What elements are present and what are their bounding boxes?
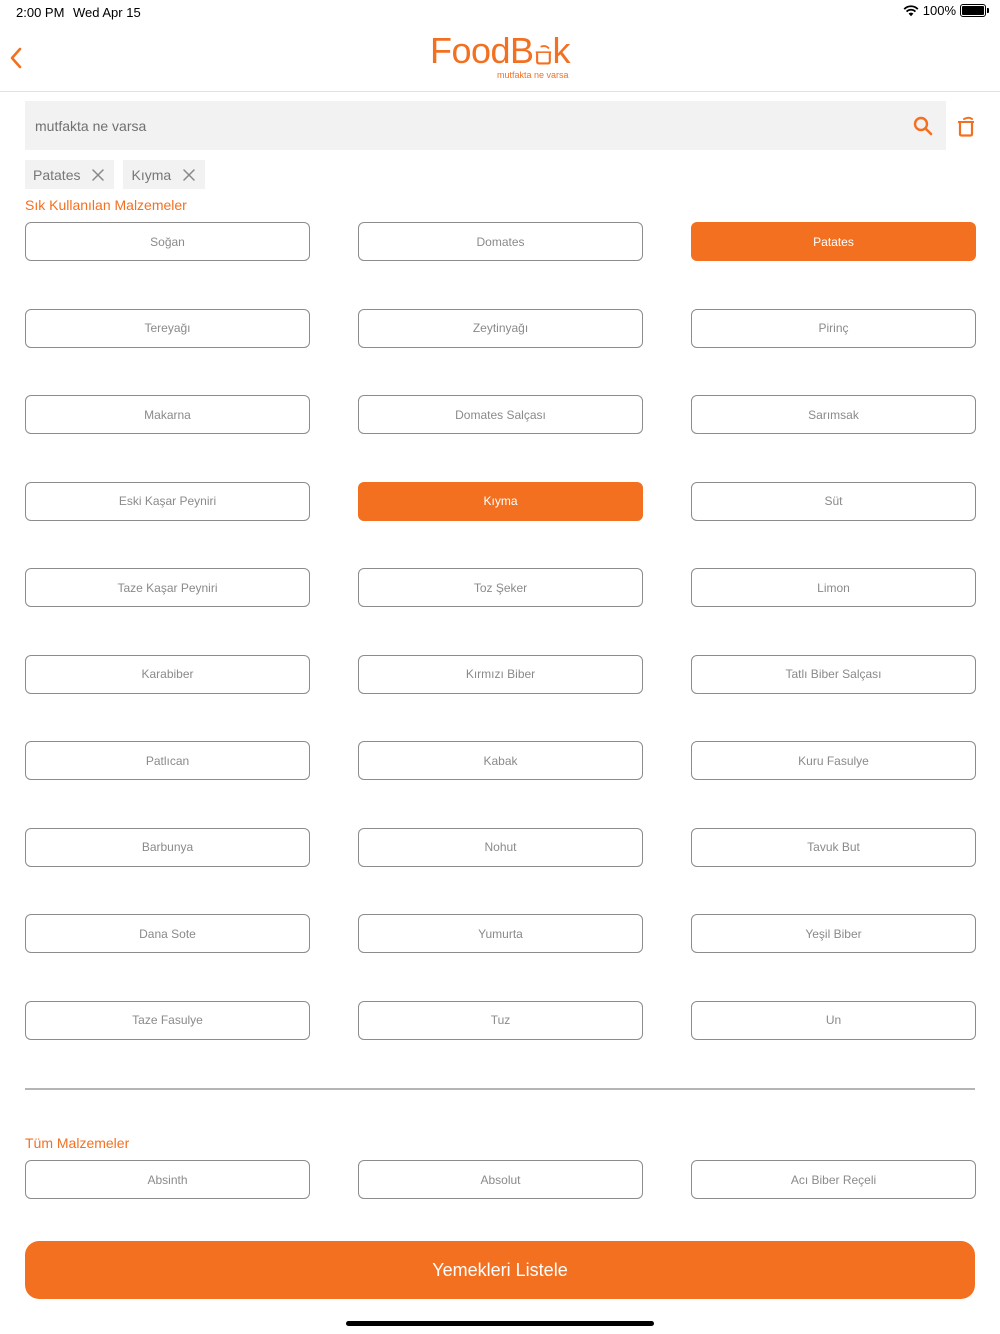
ingredient-button[interactable]: Patates [691, 222, 976, 261]
ingredient-button[interactable]: Un [691, 1001, 976, 1040]
divider [25, 1088, 975, 1090]
ingredient-button[interactable]: Kabak [358, 741, 643, 780]
ingredient-button[interactable]: Makarna [25, 395, 310, 434]
selected-chip [25, 160, 114, 189]
ingredient-button[interactable]: Absolut [358, 1160, 643, 1199]
ingredient-button[interactable]: Tavuk But [691, 828, 976, 867]
ingredient-button[interactable]: Kıyma [358, 482, 643, 521]
ingredient-button[interactable]: Sarımsak [691, 395, 976, 434]
status-bar [0, 0, 1000, 24]
home-indicator [346, 1321, 654, 1326]
status-date: Wed Apr 15 [73, 5, 141, 20]
ingredient-button[interactable]: Domates [358, 222, 643, 261]
trash-icon [956, 115, 976, 137]
ingredient-button[interactable]: Domates Salçası [358, 395, 643, 434]
frequent-ingredients-grid [25, 222, 975, 1040]
ingredient-button[interactable]: Soğan [25, 222, 310, 261]
ingredient-button[interactable]: Taze Kaşar Peyniri [25, 568, 310, 607]
battery-icon [960, 4, 986, 17]
frequent-section-title: Sık Kullanılan Malzemeler [25, 197, 187, 213]
ingredient-button[interactable]: Yeşil Biber [691, 914, 976, 953]
app-logo [430, 32, 570, 82]
search-box [25, 101, 946, 150]
ingredient-button[interactable]: Limon [691, 568, 976, 607]
ingredient-button[interactable]: Tereyağı [25, 309, 310, 348]
all-section-title: Tüm Malzemeler [25, 1135, 130, 1151]
battery-percent: 100% [922, 3, 956, 18]
ingredient-button[interactable]: Tuz [358, 1001, 643, 1040]
chevron-left-icon [9, 47, 23, 69]
ingredient-button[interactable]: Absinth [25, 1160, 310, 1199]
ingredient-button[interactable]: Pirinç [691, 309, 976, 348]
pot-icon [535, 40, 552, 70]
chip-remove-button[interactable] [181, 167, 197, 183]
status-time: 2:00 PM [16, 5, 65, 20]
ingredient-button[interactable]: Taze Fasulye [25, 1001, 310, 1040]
list-recipes-button[interactable]: Yemekleri Listele [25, 1241, 975, 1299]
logo-tagline: mutfakta ne varsa [497, 70, 569, 80]
ingredient-button[interactable]: Süt [691, 482, 976, 521]
back-button[interactable] [4, 40, 28, 76]
ingredient-button[interactable]: Eski Kaşar Peyniri [25, 482, 310, 521]
ingredient-button[interactable]: Karabiber [25, 655, 310, 694]
ingredient-button[interactable]: Kuru Fasulye [691, 741, 976, 780]
nav-bar [0, 24, 1000, 92]
search-input[interactable] [35, 101, 904, 150]
chip-label: Patates [33, 166, 81, 183]
search-button[interactable] [904, 107, 942, 145]
logo-suffix: k [552, 30, 570, 71]
ingredient-button[interactable]: Toz Şeker [358, 568, 643, 607]
ingredient-button[interactable]: Patlıcan [25, 741, 310, 780]
ingredient-button[interactable]: Yumurta [358, 914, 643, 953]
ingredient-button[interactable]: Barbunya [25, 828, 310, 867]
ingredient-button[interactable]: Acı Biber Reçeli [691, 1160, 976, 1199]
clear-button[interactable] [952, 110, 980, 142]
search-icon [913, 116, 933, 136]
all-ingredients-grid [25, 1160, 975, 1199]
ingredient-button[interactable]: Zeytinyağı [358, 309, 643, 348]
ingredient-button[interactable]: Kırmızı Biber [358, 655, 643, 694]
ingredient-button[interactable]: Tatlı Biber Salçası [691, 655, 976, 694]
ingredient-button[interactable]: Nohut [358, 828, 643, 867]
chip-remove-button[interactable] [90, 167, 106, 183]
status-indicators [903, 3, 986, 18]
ingredient-button[interactable]: Dana Sote [25, 914, 310, 953]
chip-label: Kıyma [131, 166, 172, 183]
logo-prefix: FoodB [430, 30, 534, 71]
close-icon [92, 169, 104, 181]
close-icon [183, 169, 195, 181]
selected-chips [25, 160, 205, 189]
selected-chip [123, 160, 205, 189]
wifi-icon [903, 5, 919, 17]
